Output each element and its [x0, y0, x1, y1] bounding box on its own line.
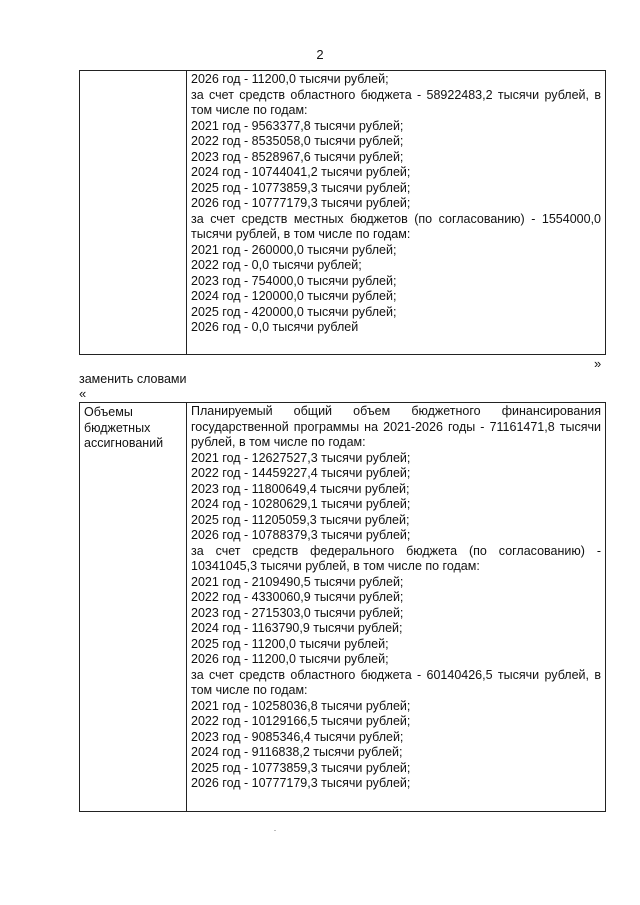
- text-line: 2026 год - 11200,0 тысячи рублей;: [191, 72, 389, 86]
- text-line: 2025 год - 11205059,3 тысячи рублей;: [191, 512, 410, 527]
- opening-quote: «: [79, 386, 87, 401]
- scan-speck: [274, 830, 276, 831]
- text-line: 2022 год - 0,0 тысячи рублей;: [191, 258, 362, 272]
- text-paragraph: за счет средств местных бюджетов (по согласованию) - 1554000,0 тысячи рублей, в том числе по годам:: [191, 211, 601, 241]
- label-cell-empty: [80, 71, 187, 355]
- budget-table-old: [79, 70, 606, 355]
- text-paragraph: Планируемый общий объем бюджетного финансирования государственной программы на 2021-2026 годы - 71161471,8 тысячи рублей, в том числе по годам:: [191, 404, 601, 449]
- page-number: 2: [316, 47, 324, 62]
- text-line: 2022 год - 10129166,5 тысячи рублей;: [191, 714, 411, 728]
- text-line: 2025 год - 10773859,3 тысячи рублей;: [191, 180, 411, 195]
- text-line: 2023 год - 11800649,4 тысячи рублей;: [191, 481, 410, 496]
- label-cell: [80, 403, 187, 812]
- text-paragraph: за счет средств областного бюджета - 60140426,5 тысячи рублей, в том числе по годам:: [191, 667, 601, 697]
- text-line: 2021 год - 12627527,3 тысячи рублей;: [191, 450, 411, 465]
- text-line: 2021 год - 260000,0 тысячи рублей;: [191, 242, 397, 257]
- budget-table-new: [79, 402, 606, 812]
- content-cell: [187, 403, 606, 812]
- text-paragraph: за счет средств областного бюджета - 58922483,2 тысячи рублей, в том числе по годам:: [191, 87, 601, 117]
- text-line: 2024 год - 1163790,9 тысячи рублей;: [191, 621, 403, 635]
- text-line: 2021 год - 9563377,8 тысячи рублей;: [191, 118, 404, 133]
- row-label: Объемы бюджетных ассигнований: [84, 405, 164, 450]
- replace-instruction: заменить словами: [79, 372, 187, 386]
- closing-quote: »: [594, 356, 602, 371]
- text-line: 2022 год - 14459227,4 тысячи рублей;: [191, 466, 411, 480]
- text-line: 2022 год - 8535058,0 тысячи рублей;: [191, 134, 404, 148]
- text-line: 2021 год - 10258036,8 тысячи рублей;: [191, 698, 411, 713]
- text-line: 2024 год - 10744041,2 тысячи рублей;: [191, 165, 411, 179]
- text-paragraph: за счет средств федерального бюджета (по согласованию) - 10341045,3 тысячи рублей, в том числе по годам:: [191, 543, 601, 573]
- text-line: 2023 год - 8528967,6 тысячи рублей;: [191, 149, 404, 164]
- text-line: 2025 год - 11200,0 тысячи рублей;: [191, 636, 389, 651]
- text-line: 2026 год - 10777179,3 тысячи рублей;: [191, 196, 411, 210]
- text-line: 2026 год - 10788379,3 тысячи рублей;: [191, 528, 411, 542]
- text-line: 2023 год - 754000,0 тысячи рублей;: [191, 273, 397, 288]
- text-line: 2026 год - 0,0 тысячи рублей: [191, 320, 359, 334]
- text-line: 2023 год - 9085346,4 тысячи рублей;: [191, 729, 404, 744]
- text-line: 2024 год - 120000,0 тысячи рублей;: [191, 289, 397, 303]
- text-line: 2023 год - 2715303,0 тысячи рублей;: [191, 605, 404, 620]
- text-line: 2026 год - 11200,0 тысячи рублей;: [191, 652, 389, 666]
- text-line: 2026 год - 10777179,3 тысячи рублей;: [191, 776, 411, 790]
- text-line: 2025 год - 10773859,3 тысячи рублей;: [191, 760, 411, 775]
- content-cell: [187, 71, 606, 355]
- text-line: 2021 год - 2109490,5 тысячи рублей;: [191, 574, 404, 589]
- text-line: 2024 год - 10280629,1 тысячи рублей;: [191, 497, 411, 511]
- text-line: 2025 год - 420000,0 тысячи рублей;: [191, 304, 397, 319]
- text-line: 2024 год - 9116838,2 тысячи рублей;: [191, 745, 403, 759]
- text-line: 2022 год - 4330060,9 тысячи рублей;: [191, 590, 404, 604]
